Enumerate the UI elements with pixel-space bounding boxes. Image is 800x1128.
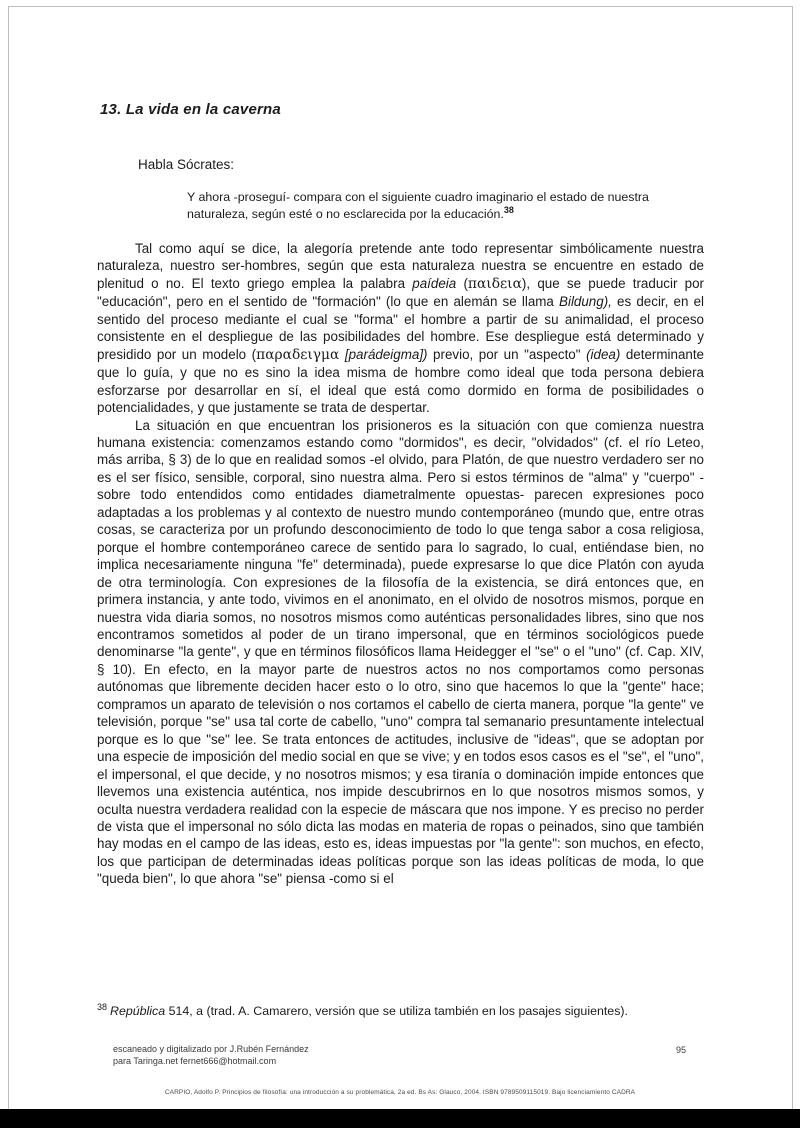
page-number: 95 — [676, 1045, 687, 1055]
scan-credit-line1: escaneado y digitalizado por J.Rubén Fernández — [113, 1044, 309, 1054]
scan-credit-line2: para Taringa.net fernet666@hotmail.com — [113, 1055, 277, 1066]
footnote — [97, 1003, 704, 1019]
citation-line: CARPIO, Adolfo P. Principios de filosofía: una introducción a su problemática, 2a ed. Bs As: Glauco, 2004. ISBN 9789509115019. Bajo licenciamiento CADRA — [164, 1089, 636, 1096]
footnote-number: 38 — [97, 1001, 108, 1012]
quote-text: Y ahora -proseguí- compara con el siguiente cuadro imaginario el estado de nuestra naturaleza, según esté o no esclarecida por la educación. — [187, 190, 649, 221]
scan-bottom-black-bar — [0, 1109, 800, 1128]
paragraph: La situación en que encuentran los prisioneros es la situación con que comienza nuestra humana existencia: comenzamos estando como "dormidos", es decir, "olvidados" (cf. el río Leteo, más arriba, § 3) de lo que en realidad somos -el olvido, para Platón, de que nuestro verdadero ser no es el ser físico, sensible, corporal, sino nuestra alma. Pero si estos términos de "alma" y "cuerpo" -sobre todo entendidos como entidades diametralmente opuestas- parecen expresiones poco adaptadas a los problemas y al contexto de nuestro mundo contemporáneo (mundo que, entre otras cosas, se caracteriza por un profundo desconocimiento de todo lo que tenga sabor a cosa religiosa, porque el hombre contemporáneo carece de sentido para lo sagrado, lo cual, entiéndase bien, no implica necesariamente ninguna "fe" determinada), puede expresarse lo que dice Platón con ayuda de otra terminología. Con expresiones de la filosofía de la existencia, se dirá entonces que, en primera instancia, y ante todo, vivimos en el anonimato, en el olvido de nosotros mismos, porque en nuestra vida diaria somos, no nosotros mismos como auténticas personalidades libres, sino que nos encontramos sometidos al poder de un tirano impersonal, que en términos sociológicos puede denominarse "la gente", y que en términos filosóficos llama Heidegger el "se" o el "uno" (cf. Cap. XIV, § 10). En efecto, en la mayor parte de nuestros actos no nos comportamos como personas autónomas que libremente deciden hacer esto o lo otro, sino que hacemos lo que la "gente" hace; compramos un aparato de televisión o nos cortamos el cabello de cierta manera, porque "la gente" ve televisión, porque "se" usa tal corte de cabello, "uno" compra tal semanario presuntamente intelectual porque es lo que "se" lee. Se trata entonces de actitudes, inclusive de "ideas", que se adoptan por una especie de imposición del medio social en que se vive; y en todos esos casos es el "se", el "uno", el impersonal, el que decide, y no nosotros mismos; y esa tiranía o dominación impide entonces que llevemos una existencia auténtica, nos impide descubrirnos en lo que nosotros mismos somos, y oculta nuestra verdadera realidad con la especie de máscara que nos impone. Y es preciso no perder de vista que el impersonal no sólo dicta las modas en materia de ropas o peinados, sino que también hay modas en el campo de las ideas, esto es, ideas impuestas por "la gente": son muchos, en efecto, los que participan de determinadas ideas políticas porque son las ideas políticas de moda, lo que "queda bien", lo que ahora "se" piensa -como si el — [97, 417, 704, 887]
body-text — [97, 240, 704, 888]
footnote-reference: 38 — [503, 204, 514, 215]
blockquote — [187, 189, 655, 223]
footnote-text: República 514, a (trad. A. Camarero, versión que se utiliza también en los pasajes siguientes). — [110, 1004, 628, 1018]
speaker-line: Habla Sócrates: — [138, 157, 235, 172]
scan-credit — [113, 1044, 309, 1067]
paragraph: Tal como aquí se dice, la alegoría pretende ante todo representar simbólicamente nuestra naturaleza, nuestro ser-hombres, según que esta naturaleza nuestra se encuentre en estado de plenitud o no. El texto griego emplea la palabra paídeia (παιδεια), que se puede traducir por "educación", pero en el sentido de "formación" (lo que en alemán se llama Bildung), es decir, en el sentido del proceso mediante el cual se "forma" el hombre a partir de su animalidad, el proceso consistente en el despliegue de las posibilidades del hombre. Ese despliegue está determinado y presidido por un modelo (παραδειγμα [parádeigma]) previo, por un "aspecto" (idea) determinante que lo guía, y que no es sino la idea misma de hombre como ideal que toda persona debiera esforzarse por desarrollar en sí, el ideal que está como dormido en forma de posibilidades o potencialidades, y que justamente se trata de despertar. — [97, 241, 705, 416]
section-heading: 13. La vida en la caverna — [100, 101, 281, 118]
